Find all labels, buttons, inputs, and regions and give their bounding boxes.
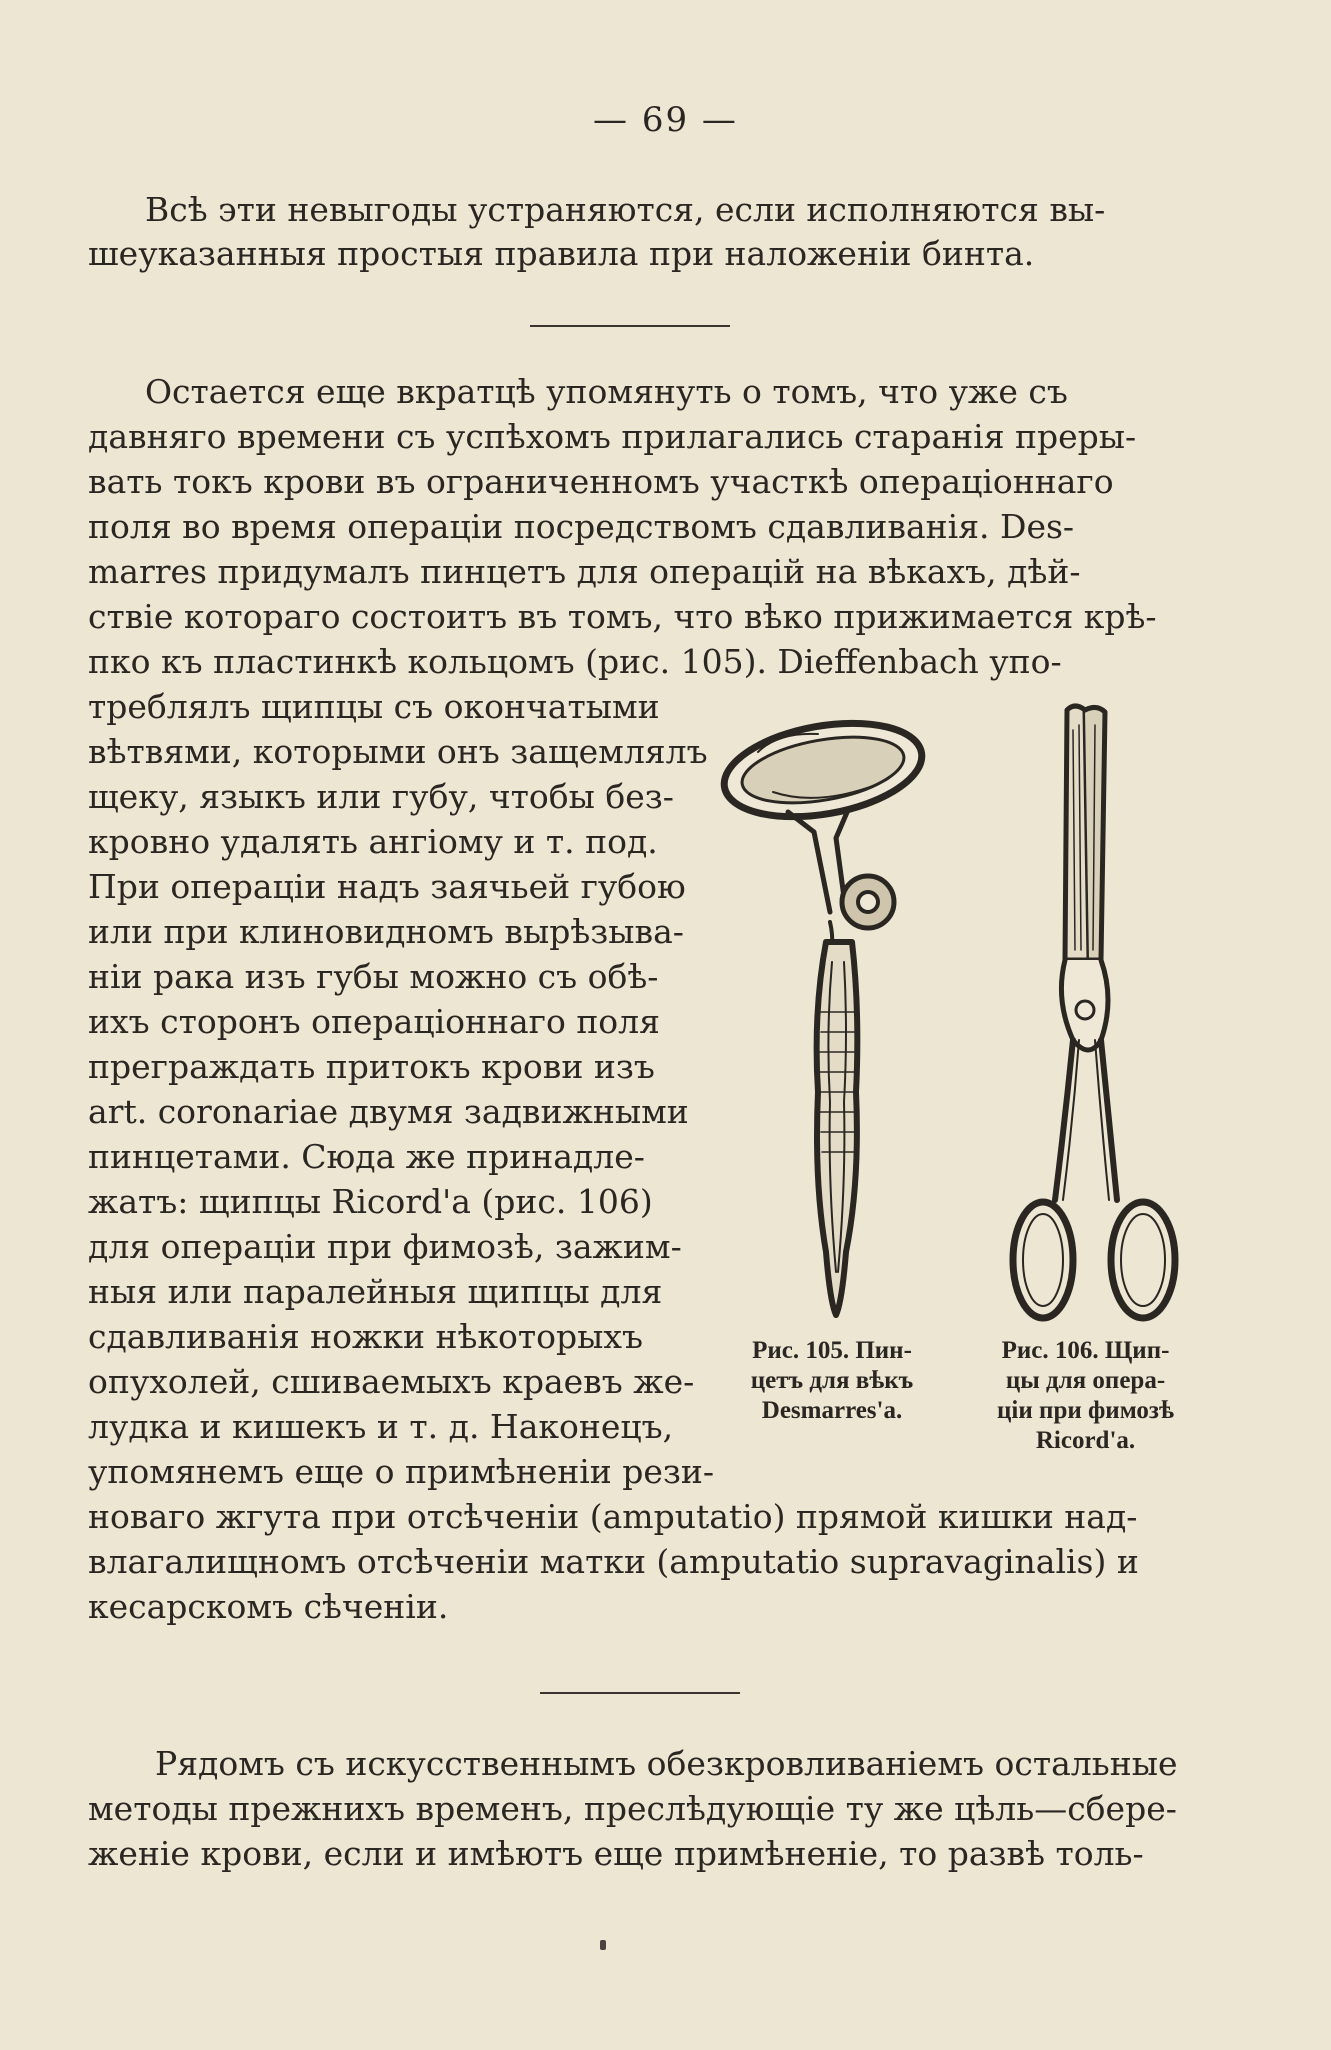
text-line: методы прежнихъ временъ, преслѣдующіе ту же цѣль—сбере- [88,1789,1177,1828]
caption-line: цы для опера- [1005,1367,1166,1394]
text-line: треблялъ щипцы съ окончатыми [88,687,660,726]
text-line: Остается еще вкратцѣ упомянуть о томъ, что уже съ [145,372,1068,411]
text-line: marres придумалъ пинцетъ для операцій на вѣкахъ, дѣй- [88,552,1081,591]
text-line: пко къ пластинкѣ кольцомъ (рис. 105). Dieffenbach упо- [88,642,1062,681]
figure-106-caption [968,1336,1203,1456]
figure-105-caption [712,1336,952,1426]
text-line: Всѣ эти невыгоды устраняются, если исполняются вы- [145,190,1106,229]
page-number: — 69 — [593,100,738,140]
text-line: сдавливанія ножки нѣкоторыхъ [88,1317,643,1356]
text-line: новаго жгута при отсѣченіи (amputatio) прямой кишки над- [88,1497,1138,1536]
text-line: кровно удалять ангіому и т. под. [88,822,658,861]
text-line: поля во время операціи посредствомъ сдавливанія. Des- [88,507,1075,546]
caption-line: Рис. 106. Щип- [1001,1337,1170,1364]
text-line: давняго времени съ успѣхомъ прилагались старанія преры- [88,417,1137,456]
text-line: вѣтвями, которыми онъ защемлялъ [88,732,708,771]
text-line: кесарскомъ сѣченіи. [88,1587,449,1626]
ink-speck [600,1940,606,1950]
text-line: для операціи при фимозѣ, зажим- [88,1227,682,1266]
caption-line: Рис. 105. Пин- [752,1337,912,1364]
text-line: вать токъ крови въ ограниченномъ участкѣ операціоннаго [88,462,1114,501]
text-line: ныя или паралейныя щипцы для [88,1272,663,1311]
text-line: опухолей, сшиваемыхъ краевъ же- [88,1362,695,1401]
figure-105-desmarres-forceps [718,712,948,1327]
section-divider [540,1692,740,1694]
caption-line: Desmarres'a. [761,1397,903,1424]
text-line: пинцетами. Сюда же принадле- [88,1137,645,1176]
caption-line: Ricord'a. [1035,1427,1136,1454]
text-line: женіе крови, если и имѣютъ еще примѣненіе, то развѣ толь- [88,1834,1144,1873]
text-line: щеку, языкъ или губу, чтобы без- [88,777,674,816]
text-line: жатъ: щипцы Ricord'a (рис. 106) [88,1182,653,1221]
text-line: При операціи надъ заячьей губою [88,867,686,906]
text-line: Рядомъ съ искусственнымъ обезкровливаніемъ остальные [155,1744,1178,1783]
text-line: ніи рака изъ губы можно съ обѣ- [88,957,659,996]
section-divider [530,325,730,327]
text-line: упомянемъ еще о примѣненіи рези- [88,1452,715,1491]
text-line: art. coronariae двумя задвижными [88,1092,689,1131]
text-line: или при клиновидномъ вырѣзыва- [88,912,684,951]
text-line: ихъ сторонъ операціоннаго поля [88,1002,660,1041]
text-line: ствіе котораго состоитъ въ томъ, что вѣко прижимается крѣ- [88,597,1157,636]
caption-line: ціи при фимозѣ [997,1397,1174,1424]
text-line: лудка и кишекъ и т. д. Наконецъ, [88,1407,674,1446]
text-line: влагалищномъ отсѣченіи матки (amputatio supravaginalis) и [88,1542,1139,1581]
text-line: шеуказанныя простыя правила при наложеніи бинта. [88,234,1035,273]
text-line: преграждать притокъ крови изъ [88,1047,655,1086]
figure-106-ricord-forceps [1005,700,1185,1330]
caption-line: цетъ для вѣкъ [750,1367,914,1394]
